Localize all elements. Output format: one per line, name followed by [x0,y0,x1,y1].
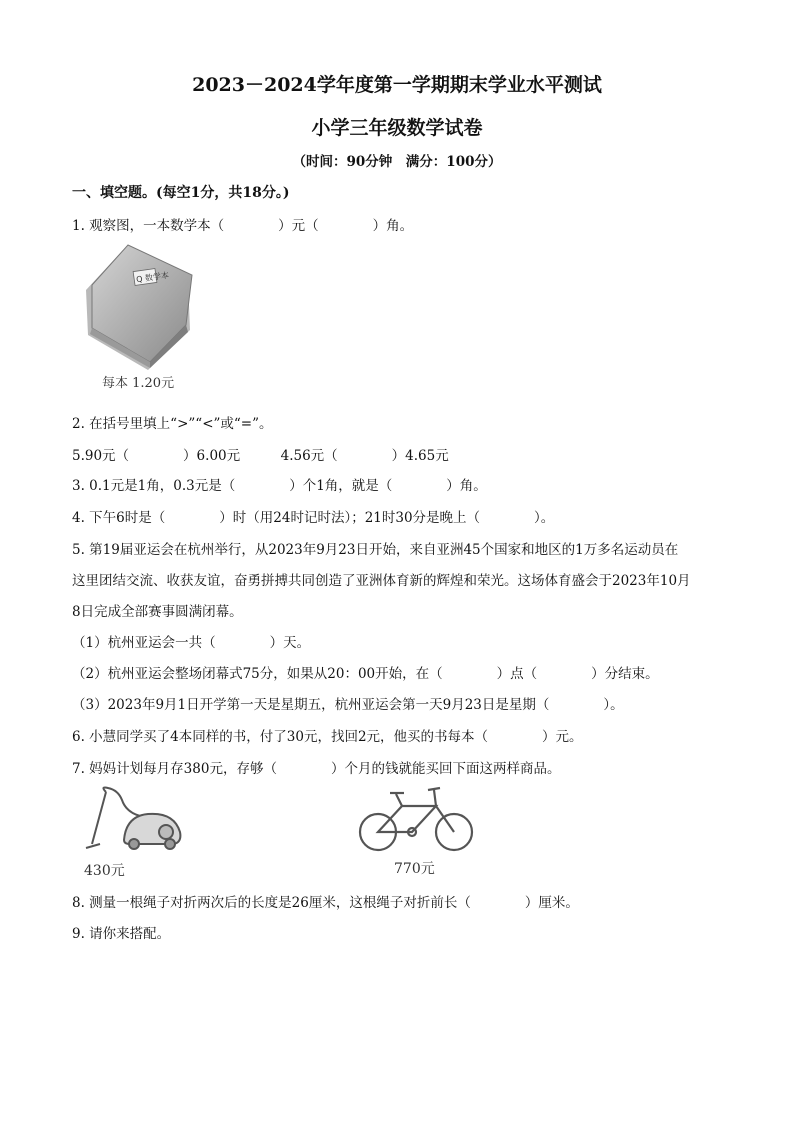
question-5-line1: 5. 第19届亚运会在杭州举行，从2023年9月23日开始，来自亚洲45个国家和地区的1万多名运动员在 [72,542,679,558]
question-6: 6. 小慧同学买了4本同样的书，付了30元，找回2元，他买的书每本（ ）元。 [72,729,583,745]
bicycle-image [356,780,476,860]
vacuum-cleaner-image [78,782,188,862]
question-7: 7. 妈妈计划每月存380元，存够（ ）个月的钱就能买回下面这两样商品。 [72,761,561,777]
section-heading: 一、填空题。(每空1分，共18分。) [72,185,290,201]
vacuum-price: 430元 [84,863,125,879]
question-5-part2: （2）杭州亚运会整场闭幕式75分，如果从20：00开始，在（ ）点（ ）分结束。 [72,666,659,682]
question-4: 4. 下午6时是（ ）时（用24时记时法）；21时30分是晚上（ ）。 [72,510,555,526]
question-1: 1. 观察图，一本数学本（ ）元（ ）角。 [72,218,414,234]
question-8: 8. 测量一根绳子对折两次后的长度是26厘米，这根绳子对折前长（ ）厘米。 [72,895,579,911]
question-2-compare: 5.90元（ ）6.00元 4.56元（ ）4.65元 [72,448,449,464]
exam-subtitle: 小学三年级数学试卷 [311,117,483,139]
exam-meta: （时间：90分钟 满分：100分） [292,154,502,170]
exam-title: 2023－2024学年度第一学期期末学业水平测试 [192,74,602,96]
question-9: 9. 请你来搭配。 [72,926,171,942]
question-5-part1: （1）杭州亚运会一共（ ）天。 [72,635,311,651]
bicycle-price: 770元 [394,861,435,877]
question-5-line2: 这里团结交流、收获友谊，奋勇拼搏共同创造了亚洲体育新的辉煌和荣光。这场体育盛会于2023年10月 [72,573,691,589]
book-cover-text: Q 数学本 [135,270,170,285]
question-5-part3: （3）2023年9月1日开学第一天是星期五，杭州亚运会第一天9月23日是星期（ ）。 [72,697,624,713]
book-price-label: 每本 1.20元 [102,376,175,391]
question-5-line3: 8日完成全部赛事圆满闭幕。 [72,604,243,620]
question-3: 3. 0.1元是1角，0.3元是（ ）个1角，就是（ ）角。 [72,478,487,494]
question-2: 2. 在括号里填上“>”“<”或“=”。 [72,416,273,432]
